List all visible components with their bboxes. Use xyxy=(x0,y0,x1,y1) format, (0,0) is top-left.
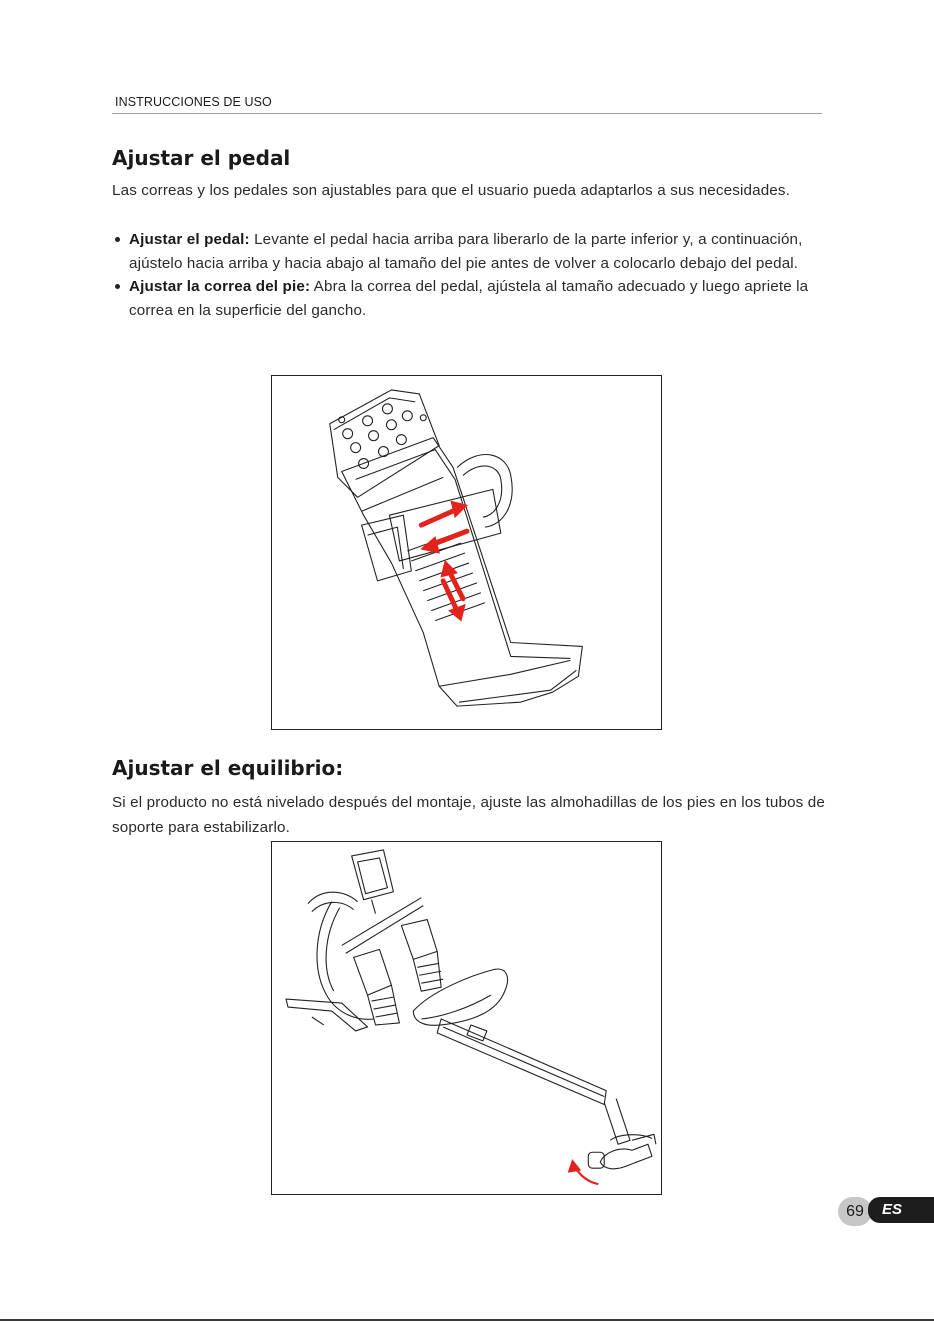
rower-drawing xyxy=(272,842,661,1194)
bullet-label: Ajustar la correa del pie: xyxy=(129,278,311,295)
page-number-badge: 69 xyxy=(838,1197,872,1226)
section-title-pedal: Ajustar el pedal xyxy=(112,146,291,170)
rower-illustration xyxy=(271,841,662,1195)
pedal-bullet-list xyxy=(112,228,842,322)
pedal-illustration xyxy=(271,375,662,730)
header-rule xyxy=(112,113,822,114)
section-title-balance: Ajustar el equilibrio: xyxy=(112,756,344,780)
bullet-adjust-pedal xyxy=(112,228,842,275)
bullet-adjust-strap xyxy=(112,275,842,322)
bullet-label: Ajustar el pedal: xyxy=(129,231,250,248)
balance-paragraph: Si el producto no está nivelado después del montaje, ajuste las almohadillas de los pies en los tubos de soporte para estabilizarlo. xyxy=(112,794,825,836)
running-header: INSTRUCCIONES DE USO xyxy=(115,95,272,109)
bottom-rule xyxy=(0,1319,934,1321)
bullet-text: Abra la correa del pedal, ajústela al tamaño adecuado y luego apriete la correa en la superficie del gancho. xyxy=(129,278,809,319)
pedal-drawing xyxy=(272,376,661,729)
pedal-intro-paragraph: Las correas y los pedales son ajustables para que el usuario pueda adaptarlos a sus necesidades. xyxy=(112,182,791,199)
language-tab: ES xyxy=(868,1197,934,1223)
bullet-text: Levante el pedal hacia arriba para liberarlo de la parte inferior y, a continuación, ajústelo hacia arriba y hacia abajo al tamaño del pie antes de volver a colocarlo debajo del pedal. xyxy=(129,231,803,272)
